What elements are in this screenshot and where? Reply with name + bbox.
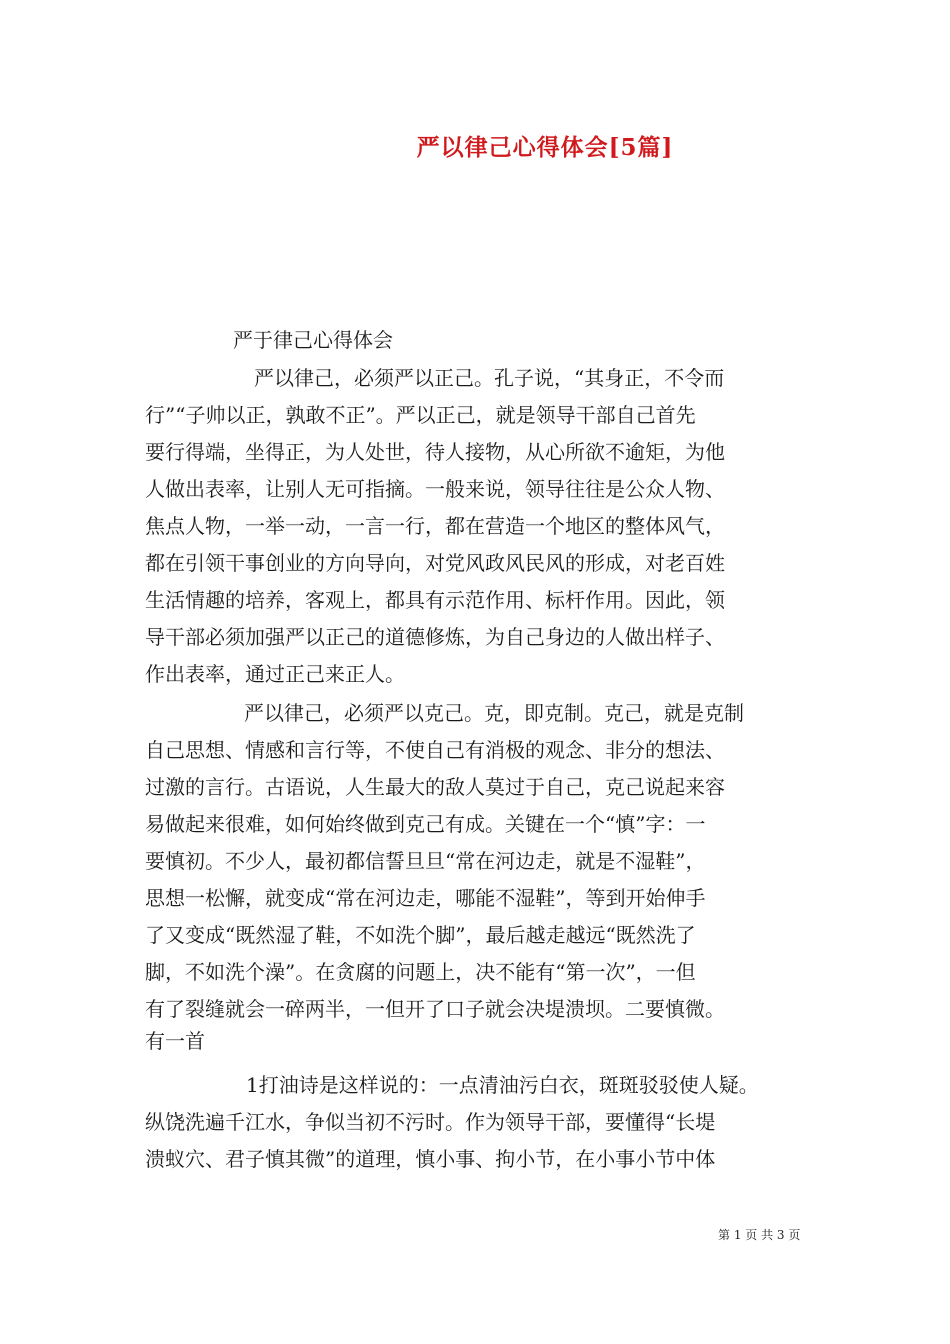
body-line: 自己思想、情感和言行等，不使自己有消极的观念、非分的想法、 (145, 738, 725, 762)
body-line: 有了裂缝就会一碎两半，一但开了口子就会决堤溃坝。二要慎微。 (145, 997, 725, 1021)
body-line: 作出表率，通过正己来正人。 (145, 662, 405, 686)
body-line: 易做起来很难，如何始终做到克己有成。关键在一个“慎”字：一 (145, 812, 706, 836)
body-line: 要行得端，坐得正，为人处世，待人接物，从心所欲不逾矩，为他 (145, 440, 725, 464)
body-line: 生活情趣的培养，客观上，都具有示范作用、标杆作用。因此，领 (145, 588, 725, 612)
body-line: 都在引领干事创业的方向导向，对党风政风民风的形成，对老百姓 (145, 551, 725, 575)
body-line: 焦点人物，一举一动，一言一行，都在营造一个地区的整体风气， (145, 514, 725, 538)
body-line: 思想一松懈，就变成“常在河边走，哪能不湿鞋”，等到开始伸手 (145, 886, 706, 910)
document-title: 严以律己心得体会[5篇] (416, 134, 674, 161)
body-line: 过激的言行。古语说，人生最大的敌人莫过于自己，克己说起来容 (145, 775, 725, 799)
body-line: 要慎初。不少人，最初都信誓旦旦“常在河边走，就是不湿鞋”， (145, 849, 706, 873)
body-line: 1打油诗是这样说的：一点清油污白衣，斑斑驳驳使人疑。 (246, 1073, 759, 1097)
body-line: 行”“子帅以正，孰敢不正”。严以正己，就是领导干部自己首先 (145, 403, 696, 427)
body-line: 严以律己，必须严以克己。克，即克制。克己，就是克制 (244, 701, 744, 725)
body-line: 了又变成“既然湿了鞋，不如洗个脚”，最后越走越远“既然洗了 (145, 923, 696, 947)
body-line: 有一首 (145, 1029, 205, 1053)
body-line: 脚，不如洗个澡”。在贪腐的问题上，决不能有“第一次”，一但 (145, 960, 696, 984)
body-line: 溃蚁穴、君子慎其微”的道理，慎小事、拘小节，在小事小节中体 (145, 1147, 716, 1171)
body-line: 导干部必须加强严以正己的道德修炼，为自己身边的人做出样子、 (145, 625, 725, 649)
body-line: 人做出表率，让别人无可指摘。一般来说，领导往往是公众人物、 (145, 477, 725, 501)
body-line: 严以律己，必须严以正己。孔子说，“其身正，不令而 (254, 366, 725, 390)
page-footer: 第 1 页 共 3 页 (718, 1228, 801, 1242)
body-line: 纵饶洗遍千江水，争似当初不污时。作为领导干部，要懂得“长堤 (145, 1110, 716, 1134)
section-heading: 严于律己心得体会 (233, 328, 393, 352)
